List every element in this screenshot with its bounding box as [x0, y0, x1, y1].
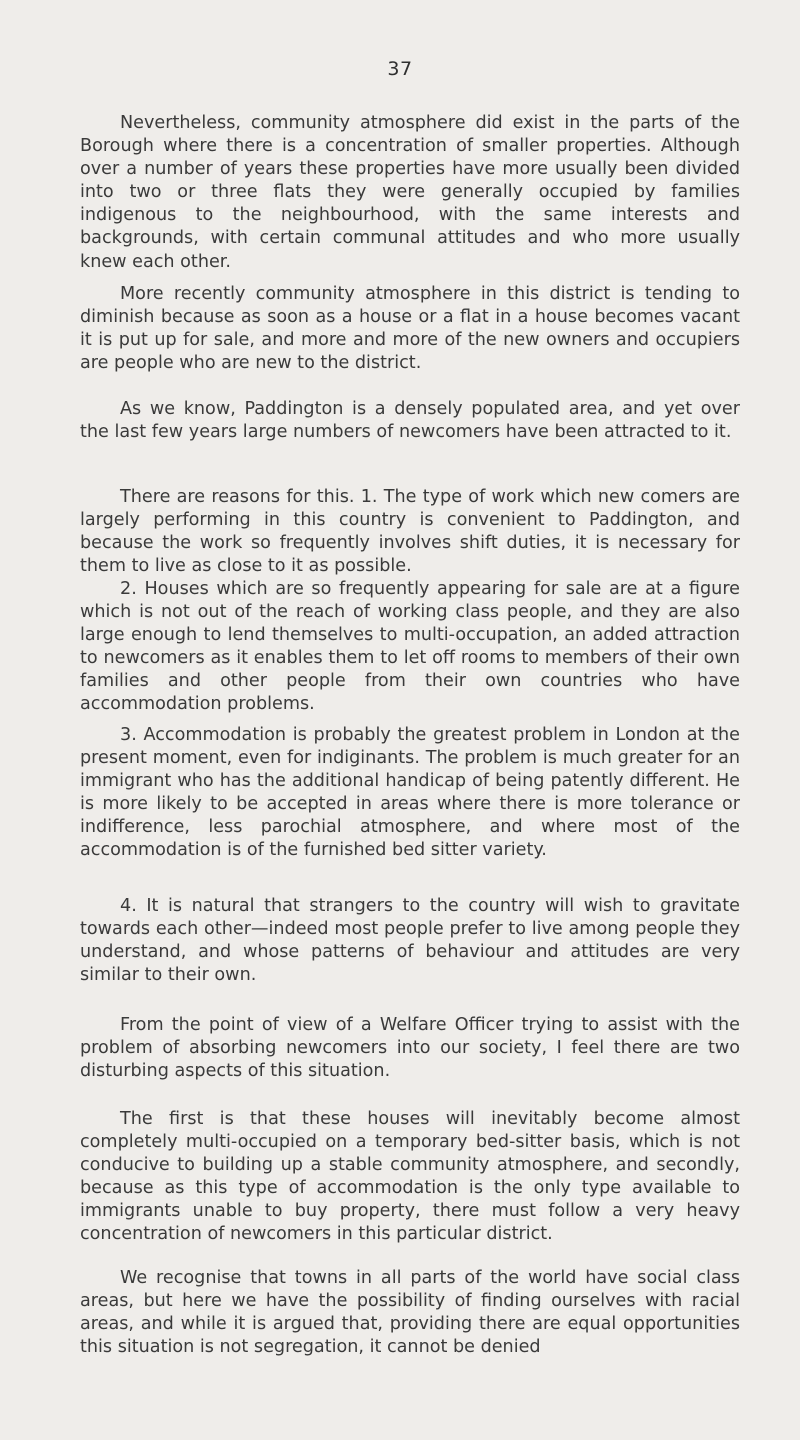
- page-number: 37: [387, 58, 413, 80]
- paragraph-8: From the point of view of a Welfare Officer trying to assist with the problem of absorbing newcomers into our society, I feel there are two disturbing aspects of this situation.: [80, 1015, 740, 1082]
- paragraph-7: 4. It is natural that strangers to the country will wish to gravitate towards each other—indeed most people prefer to live among people they understand, and whose patterns of behaviour and attitudes are very similar to their own.: [80, 896, 740, 986]
- paragraph-10: We recognise that towns in all parts of the world have social class areas, but here we have the possibility of finding ourselves with racial areas, and while it is argued that, providing there are equal opportunities this situation is not segregation, it cannot be denied: [80, 1268, 740, 1358]
- paragraph-9: The first is that these houses will inevitably become almost completely multi-occupied on a temporary bed-sitter basis, which is not conducive to building up a stable community atmosphere, and secondly, because as this type of accommodation is the only type available to immigrants unable to buy property, there must follow a very heavy concentration of newcomers in this particular district.: [80, 1109, 740, 1245]
- paragraph-4: There are reasons for this. 1. The type of work which new comers are largely performing in this country is convenient to Paddington, and because the work so frequently involves shift duties, it is necessary for them to live as close to it as possible.: [80, 487, 740, 577]
- paragraph-5: 2. Houses which are so frequently appearing for sale are at a figure which is not out of the reach of working class people, and they are also large enough to lend themselves to multi-occupation, an added attraction to newcomers as it enables them to let off rooms to members of their own families and other people from their own countries who have accommodation problems.: [80, 579, 740, 715]
- paragraph-6: 3. Accommodation is probably the greatest problem in London at the present moment, even for indiginants. The problem is much greater for an immigrant who has the additional handicap of being patently different. He is more likely to be accepted in areas where there is more tolerance or indifference, less parochial atmosphere, and where most of the accommodation is of the furnished bed sitter variety.: [80, 725, 740, 861]
- paragraph-1: Nevertheless, community atmosphere did exist in the parts of the Borough where there is a concentration of smaller properties. Although over a number of years these properties have more usually been divided into two or three flats they were generally occupied by families indigenous to the neighbourhood, with the same interests and backgrounds, with certain communal attitudes and who more usually knew each other.: [80, 113, 740, 272]
- paragraph-3: As we know, Paddington is a densely populated area, and yet over the last few years large numbers of newcomers have been attracted to it.: [80, 399, 740, 443]
- paragraph-2: More recently community atmosphere in this district is tending to diminish because as soon as a house or a flat in a house becomes vacant it is put up for sale, and more and more of the new owners and occupiers are people who are new to the district.: [80, 284, 740, 374]
